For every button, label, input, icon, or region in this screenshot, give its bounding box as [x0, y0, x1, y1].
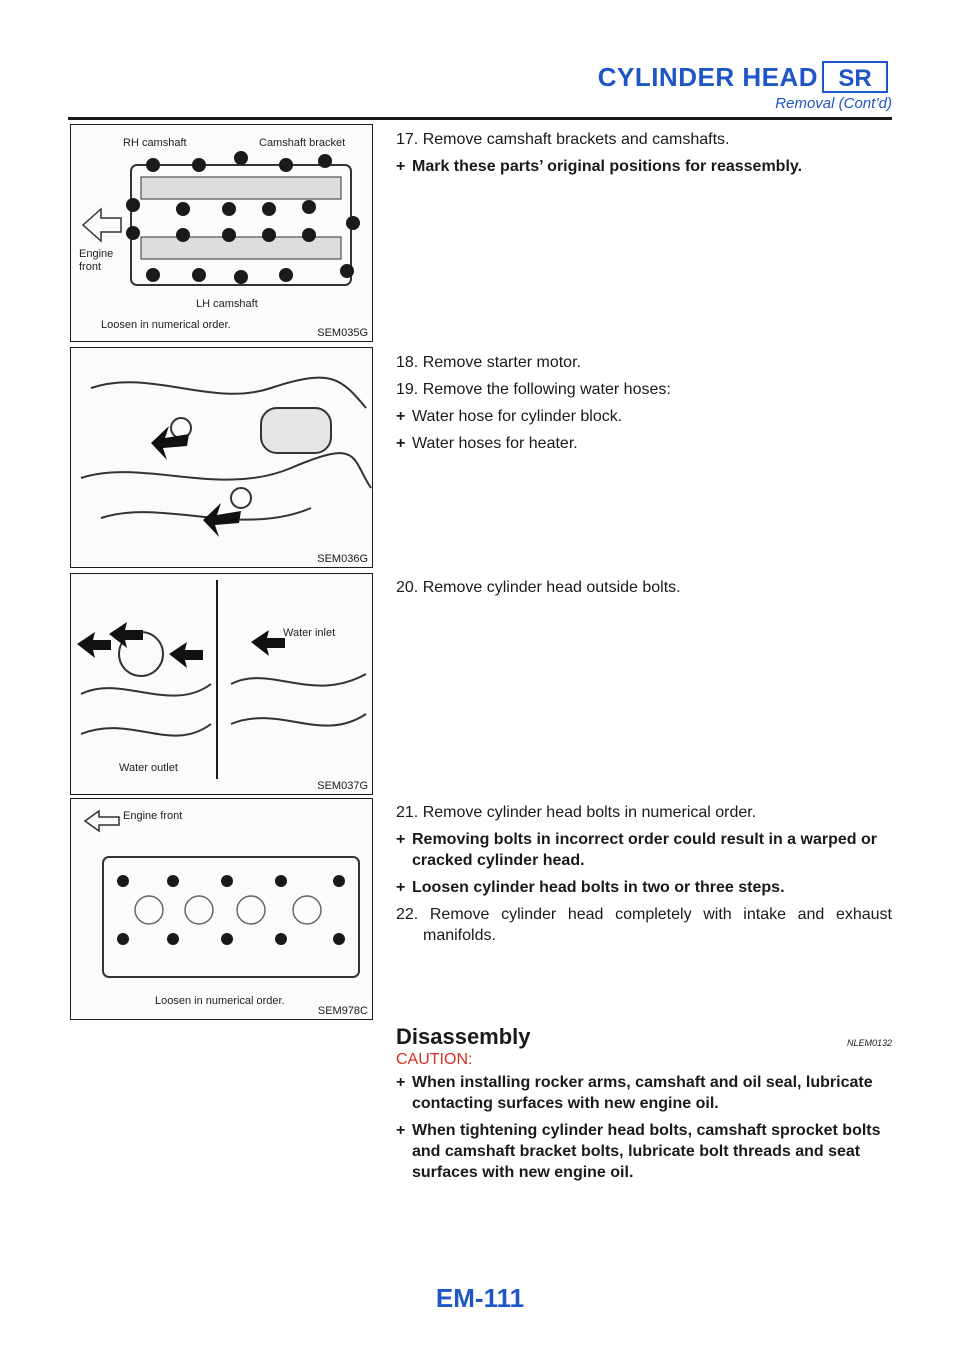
step-21-warning: + Removing bolts in incorrect order could result in a warped or cracked cylinder head. — [396, 829, 892, 871]
engine-label: Engine — [79, 248, 114, 260]
step-17-block — [396, 129, 892, 183]
figure-sem035g — [70, 124, 373, 342]
caution-bullet-2: + When tightening cylinder head bolts, camshaft sprocket bolts and camshaft bracket bolts, lubricate bolt threads and seat surfaces with new engine oil. — [396, 1120, 892, 1183]
camshaft-bracket-illustration — [71, 125, 373, 342]
rh-camshaft-label: RH camshaft — [123, 137, 187, 149]
cylinder-head-bolts-illustration — [71, 799, 373, 1020]
figure-id: SEM978C — [317, 1005, 368, 1017]
figure-id: SEM036G — [317, 553, 368, 565]
step-19-bullet-1: + Water hose for cylinder block. — [396, 406, 892, 427]
caution-block — [396, 1072, 892, 1189]
page-number: EM-111 — [435, 1283, 525, 1313]
header-rule — [68, 117, 892, 120]
step-21-22-block — [396, 802, 892, 952]
step-20-block — [396, 577, 892, 604]
engine-front-label: Engine front — [123, 810, 183, 822]
water-inlet-label: Water inlet — [283, 627, 336, 639]
disassembly-code: NLEM0132 — [846, 1038, 892, 1048]
water-outlet-label: Water outlet — [119, 762, 178, 774]
step-19-bullet-2: + Water hoses for heater. — [396, 433, 892, 454]
disassembly-heading: Disassembly — [396, 1024, 531, 1049]
step-21-note: + Loosen cylinder head bolts in two or three steps. — [396, 877, 892, 898]
caution-label: CAUTION: — [396, 1051, 473, 1068]
step-22: 22. Remove cylinder head completely with intake and exhaust manifolds. — [396, 906, 892, 944]
lh-camshaft-label: LH camshaft — [196, 298, 258, 310]
figure-sem978c — [70, 798, 373, 1020]
figure-id: SEM035G — [317, 327, 368, 339]
step-18: 18. Remove starter motor. — [396, 354, 581, 371]
engine-badge: SR — [822, 61, 888, 93]
section-subtitle: Removal (Cont’d) — [775, 95, 892, 112]
step-20: 20. Remove cylinder head outside bolts. — [396, 579, 681, 596]
step-17-note: + Mark these parts’ original positions for reassembly. — [396, 156, 892, 177]
starter-motor-illustration — [71, 348, 373, 568]
step-18-19-block — [396, 352, 892, 460]
figure-sem037g — [70, 573, 373, 795]
outside-bolts-illustration — [71, 574, 373, 795]
step-21: 21. Remove cylinder head bolts in numerical order. — [396, 804, 757, 821]
loosen-order-label: Loosen in numerical order. — [155, 995, 285, 1007]
figure-id: SEM037G — [317, 780, 368, 792]
camshaft-bracket-label: Camshaft bracket — [259, 137, 346, 149]
step-17: 17. Remove camshaft brackets and camshafts. — [396, 131, 730, 148]
caution-bullet-1: + When installing rocker arms, camshaft and oil seal, lubricate contacting surfaces with new engine oil. — [396, 1072, 892, 1114]
loosen-order-label: Loosen in numerical order. — [101, 319, 231, 331]
step-19: 19. Remove the following water hoses: — [396, 381, 671, 398]
section-title: CYLINDER HEAD — [597, 62, 818, 92]
front-label: front — [79, 261, 102, 273]
figure-sem036g — [70, 347, 373, 568]
